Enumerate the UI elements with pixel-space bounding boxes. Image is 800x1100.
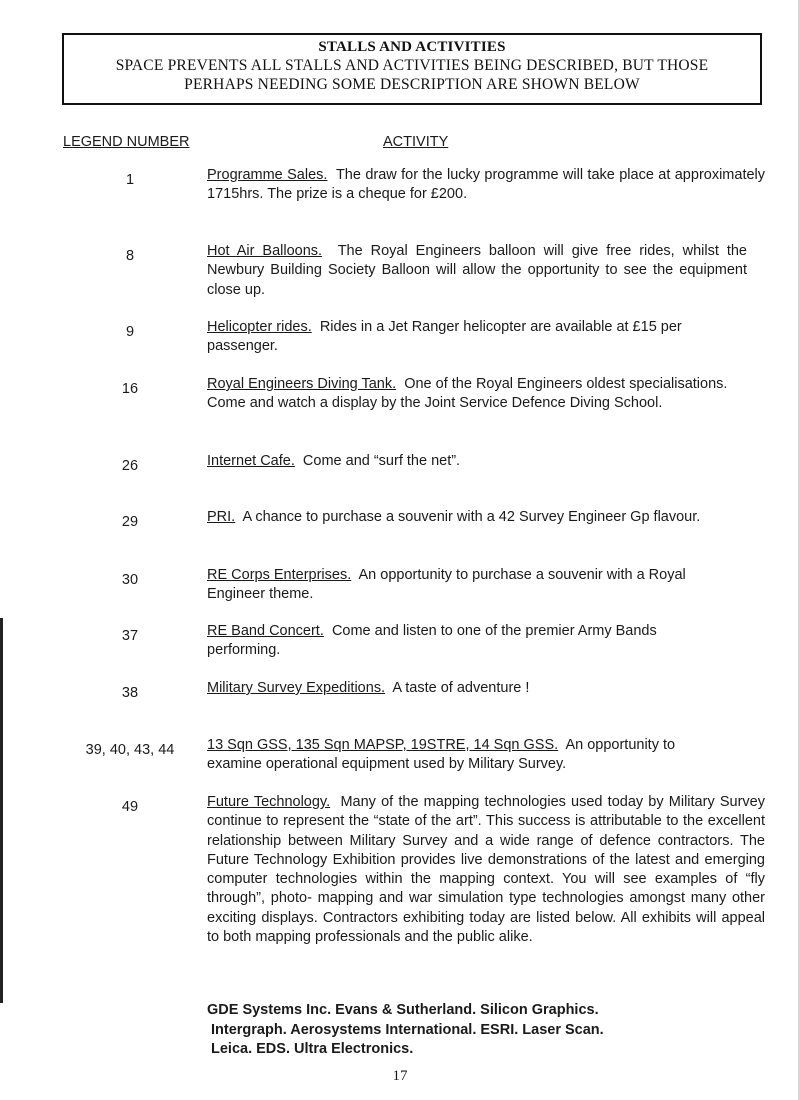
activity-description bbox=[207, 566, 702, 605]
activity-title: Helicopter rides. bbox=[207, 319, 312, 335]
activity-title: Military Survey Expeditions. bbox=[207, 680, 386, 696]
activity-text: Come and listen to one of the premier Army Bands performing. bbox=[207, 623, 657, 659]
activity-title: 13 Sqn GSS, 135 Sqn MAPSP, 19STRE, 14 Sqn GSS. bbox=[207, 737, 559, 753]
activity-title: PRI. bbox=[207, 509, 236, 525]
activity-title: Future Technology. bbox=[207, 794, 331, 810]
activity-description bbox=[207, 452, 765, 471]
legend-number: 8 bbox=[125, 248, 135, 264]
activity-title: Hot Air Balloons. bbox=[207, 243, 323, 259]
legend-number: 37 bbox=[121, 628, 139, 644]
contractor-line: GDE Systems Inc. Evans & Sutherland. Silicon Graphics. bbox=[207, 1002, 599, 1018]
header-box bbox=[62, 33, 762, 105]
activity-text: An opportunity to purchase a souvenir with a Royal Engineer theme. bbox=[207, 567, 686, 603]
activity-text: The Royal Engineers balloon will give free rides, whilst the Newbury Building Society Balloon will allow the opportunity to see the equipment close up. bbox=[207, 243, 747, 298]
activity-description bbox=[207, 508, 707, 527]
activity-title: Internet Cafe. bbox=[207, 453, 295, 469]
legend-number: 39, 40, 43, 44 bbox=[85, 742, 175, 758]
legend-number: 1 bbox=[125, 172, 135, 188]
activity-description bbox=[207, 375, 755, 414]
legend-number: 26 bbox=[121, 458, 139, 474]
activity-text: Many of the mapping technologies used today by Military Survey continue to represent the “state of the art”. This success is attributable to the excellent relationship between Military Survey and a wide range of defence contractors. The Future Technology Exhibition provides live demonstrations of the latest and emerging computer technologies within the mapping context. You will see examples of “fly through”, photo- mapping and war simulation type technologies amongst many other exciting displays. Contractors exhibiting today are listed below. All exhibits will appeal to both mapping professionals and the public alike. bbox=[207, 794, 765, 946]
activity-description bbox=[207, 793, 765, 947]
activity-text: A taste of adventure ! bbox=[392, 680, 530, 696]
activity-description bbox=[207, 166, 765, 205]
activity-text: An opportunity to examine operational equipment used by Military Survey. bbox=[207, 737, 676, 773]
activity-description bbox=[207, 318, 717, 357]
contractor-list bbox=[207, 1001, 604, 1060]
scan-edge-left bbox=[0, 618, 3, 1003]
activity-description bbox=[207, 679, 765, 698]
header-line-2: PERHAPS NEEDING SOME DESCRIPTION ARE SHOWN BELOW bbox=[184, 76, 640, 93]
page-number: 17 bbox=[392, 1068, 408, 1084]
legend-number: 49 bbox=[121, 799, 139, 815]
activity-description bbox=[207, 242, 747, 300]
legend-number: 30 bbox=[121, 572, 139, 588]
activity-title: Programme Sales. bbox=[207, 167, 328, 183]
activity-description bbox=[207, 622, 717, 661]
activity-text: Come and “surf the net”. bbox=[302, 453, 461, 469]
activity-title: RE Band Concert. bbox=[207, 623, 324, 639]
activity-text: Rides in a Jet Ranger helicopter are available at £15 per passenger. bbox=[207, 319, 682, 355]
activity-title: Royal Engineers Diving Tank. bbox=[207, 376, 397, 392]
legend-number: 9 bbox=[125, 324, 135, 340]
header-title: STALLS AND ACTIVITIES bbox=[318, 39, 506, 55]
activity-text: A chance to purchase a souvenir with a 42 Survey Engineer Gp flavour. bbox=[242, 509, 701, 525]
activity-description bbox=[207, 736, 727, 775]
legend-number: 16 bbox=[121, 381, 139, 397]
legend-number-heading: LEGEND NUMBER bbox=[63, 134, 190, 150]
legend-number: 38 bbox=[121, 685, 139, 701]
header-line-1: SPACE PREVENTS ALL STALLS AND ACTIVITIES BEING DESCRIBED, BUT THOSE bbox=[115, 57, 709, 74]
contractor-line: Intergraph. Aerosystems International. ESRI. Laser Scan. bbox=[211, 1021, 604, 1038]
activity-heading: ACTIVITY bbox=[383, 134, 449, 150]
activity-title: RE Corps Enterprises. bbox=[207, 567, 352, 583]
activity-text: One of the Royal Engineers oldest specialisations. Come and watch a display by the Joint Service Defence Diving School. bbox=[207, 376, 728, 412]
legend-number: 29 bbox=[121, 514, 139, 530]
activity-text: The draw for the lucky programme will take place at approximately 1715hrs. The prize is a cheque for £200. bbox=[207, 167, 766, 203]
contractor-line: Leica. EDS. Ultra Electronics. bbox=[211, 1041, 414, 1057]
